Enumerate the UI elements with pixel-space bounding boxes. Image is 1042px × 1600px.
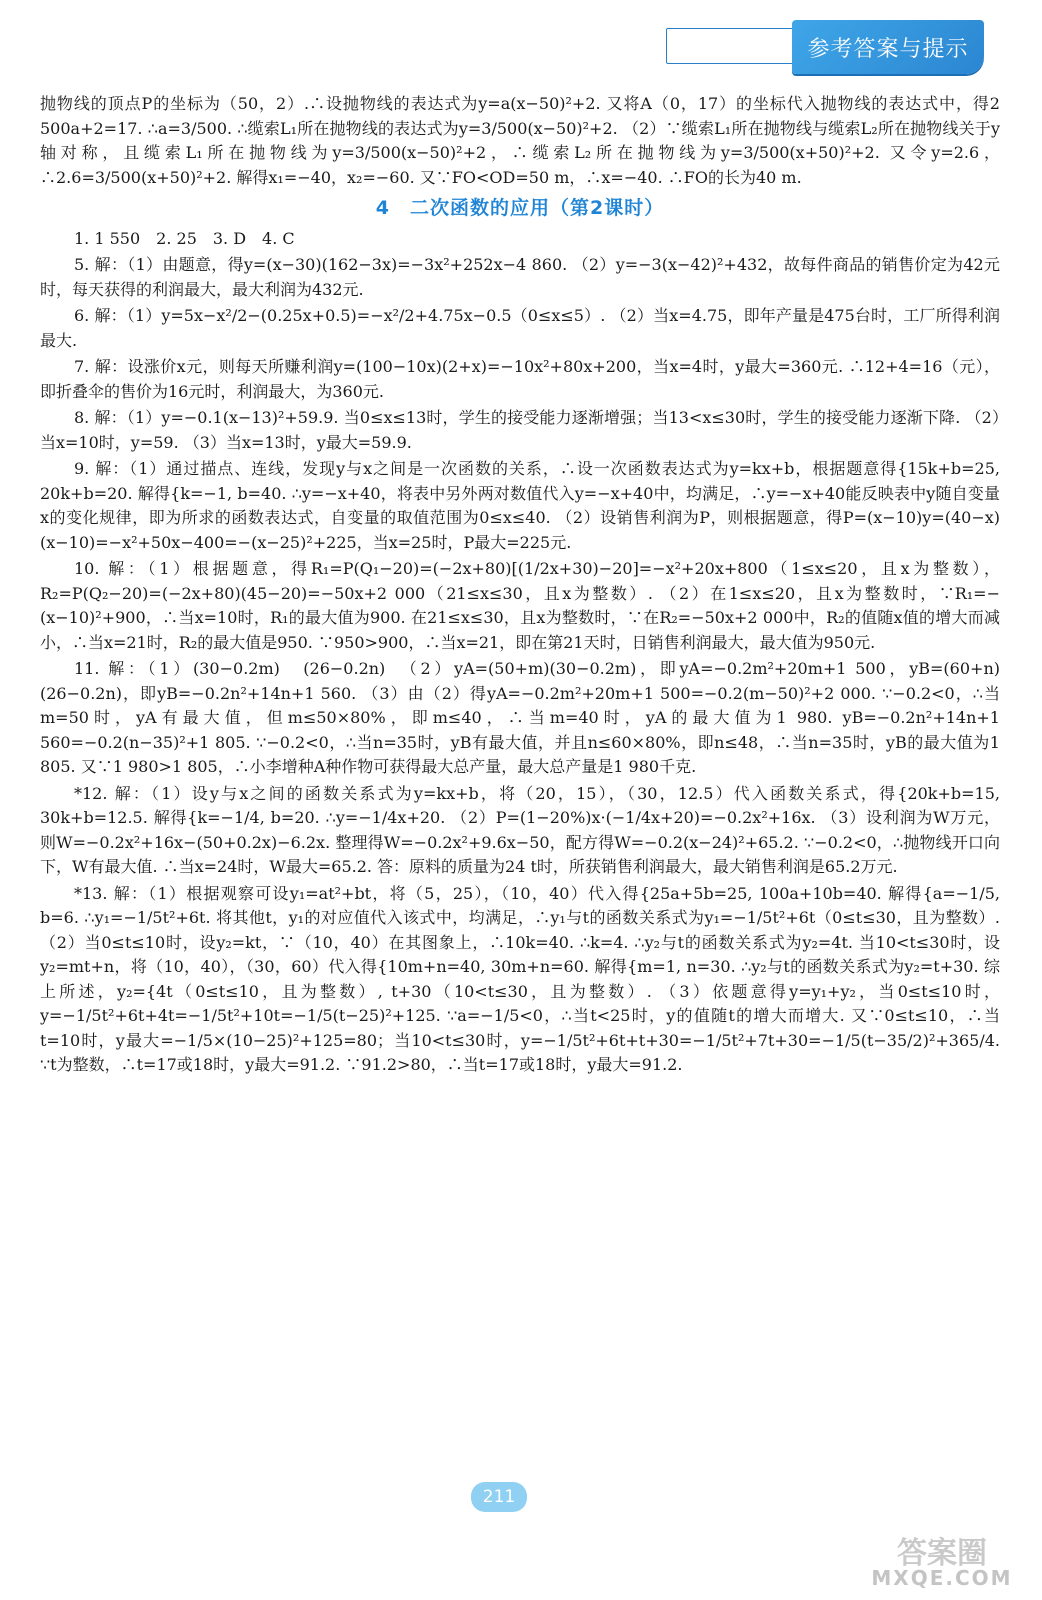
watermark-main: 答案圈 (897, 1536, 987, 1571)
paragraph-intro: 抛物线的顶点P的坐标为（50，2）.∴设抛物线的表达式为y=a(x−50)²+2. 又将A（0，17）的坐标代入抛物线的表达式中，得2 500a+2=17. ∴a=3/500. ∴缆索L₁所在抛物线的表达式为y=3/500(x−50)²+2. （2）∵缆索L₁所在抛物线与缆索L₂所在抛物线关于y轴对称，且缆索L₁所在抛物线为y=3/500(x−50)²+2，∴缆索L₂所在抛物线为y=3/500(x+50)²+2. 又令y=2.6，∴2.6=3/500(x+50)²+2. 解得x₁=−40，x₂=−60. 又∵FO<OD=50 m，∴x=−40. ∴FO的长为40 m. (40, 94, 1000, 187)
watermark-sub: MXQE.COM (871, 1566, 1013, 1590)
answer-6: 6. 解：（1）y=5x−x²/2−(0.25x+0.5)=−x²/2+4.75x−0.5（0≤x≤5）. （2）当x=4.75，即年产量是475台时，工厂所得利润最大. (40, 306, 1000, 350)
answer-content (40, 92, 1000, 1080)
answer-11: 11. 解：（1）(30−0.2m) (26−0.2n) （2）yA=(50+m)(30−0.2m)，即yA=−0.2m²+20m+1 500，yB=(60+n)(26−0.2n)，即yB=−0.2n²+14n+1 560. （3）由（2）得yA=−0.2m²+20m+1 500=−0.2(m−50)²+2 000. ∵−0.2<0，∴当m=50时，yA有最大值，但m≤50×80%，即m≤40，∴当m=40时，yA的最大值为1 980. yB=−0.2n²+14n+1 560=−0.2(n−35)²+1 805. ∵−0.2<0，∴当n=35时，yB有最大值，并且n≤60×80%，即n≤48，∴当n=35时，yB的最大值为1 805. 又∵1 980>1 805，∴小李增种A种作物可获得最大总产量，最大总产量是1 980千克. (40, 659, 1000, 776)
answer-13: *13. 解：（1）根据观察可设y₁=at²+bt，将（5，25），（10，40）代入得{25a+5b=25, 100a+10b=40. 解得{a=−1/5, b=6. ∴y₁=−1/5t²+6t. 将其他t，y₁的对应值代入该式中，均满足，∴y₁与t的函数关系式为y₁=−1/5t²+6t（0≤t≤30，且为整数）. （2）当0≤t≤10时，设y₂=kt，∵（10，40）在其图象上，∴10k=40. ∴k=4. ∴y₂与t的函数关系式为y₂=4t. 当10<t≤30时，设y₂=mt+n，将（10，40），（30，60）代入得{10m+n=40, 30m+n=60. 解得{m=1, n=30. ∴y₂与t的函数关系式为y₂=t+30. 综上所述，y₂={4t（0≤t≤10，且为整数）, t+30（10<t≤30，且为整数）. （3）依题意得y=y₁+y₂，当0≤t≤10时，y=−1/5t²+6t+4t=−1/5t²+10t=−1/5(t−25)²+125. ∵a=−1/5<0，∴当t<25时，y的值随t的增大而增大. 又∵0≤t≤10，∴当t=10时，y最大=−1/5×(10−25)²+125=80；当10<t≤30时，y=−1/5t²+6t+t+30=−1/5t²+7t+30=−1/5(t−35/2)²+365/4. ∵t为整数，∴t=17或18时，y最大=91.2. ∵91.2>80，∴当t=17或18时，y最大=91.2. (40, 883, 1000, 1074)
header-tab (792, 20, 984, 74)
answer-7: 7. 解：设涨价x元，则每天所赚利润y=(100−10x)(2+x)=−10x²+80x+200，当x=4时，y最大=360元. ∴12+4=16（元），即折叠伞的售价为16元时，利润最大，为360元. (40, 357, 1000, 401)
page-number: 211 (471, 1482, 527, 1512)
header-box (666, 28, 796, 64)
answer-8: 8. 解：（1）y=−0.1(x−13)²+59.9. 当0≤x≤13时，学生的接受能力逐渐增强；当13<x≤30时，学生的接受能力逐渐下降. （2）当x=10时，y=59. （3）当x=13时，y最大=59.9. (40, 408, 1000, 452)
answer-12: *12. 解：（1）设y与x之间的函数关系式为y=kx+b，将（20，15），（30，12.5）代入函数关系式，得{20k+b=15, 30k+b=12.5. 解得{k=−1/4, b=20. ∴y=−1/4x+20. （2）P=(1−20%)x·(−1/4x+20)=−0.2x²+16x. （3）设利润为W万元，则W=−0.2x²+16x−(50+0.2x)−6.2x. 整理得W=−0.2x²+9.6x−50，配方得W=−0.2(x−24)²+65.2. ∵−0.2<0，∴抛物线开口向下，W有最大值. ∴当x=24时，W最大=65.2. 答：原料的质量为24 t时，所获销售利润最大，最大销售利润是65.2万元. (40, 783, 1000, 876)
header-label: 参考答案与提示 (807, 37, 969, 62)
answers-1-4: 1. 1 550 2. 25 3. D 4. C (74, 228, 295, 248)
answer-5: 5. 解：（1）由题意，得y=(x−30)(162−3x)=−3x²+252x−4 860. （2）y=−3(x−42)²+432，故每件商品的销售价定为42元时，每天获得的利润最大，最大利润为432元. (40, 255, 1000, 299)
answer-10: 10. 解：（1）根据题意，得R₁=P(Q₁−20)=(−2x+80)[(1/2x+30)−20]=−x²+20x+800（1≤x≤20，且x为整数），R₂=P(Q₂−20)=(−2x+80)(45−20)=−50x+2 000（21≤x≤30，且x为整数）. （2）在1≤x≤20，且x为整数时，∵R₁=−(x−10)²+900，∴当x=10时，R₁的最大值为900. 在21≤x≤30，且x为整数时，∵在R₂=−50x+2 000中，R₂的值随x值的增大而减小，∴当x=21时，R₂的最大值是950. ∵950>900，∴当x=21，即在第21天时，日销售利润最大，最大值为950元. (40, 559, 1000, 652)
watermark-logo (852, 1528, 1032, 1592)
section-title: 4 二次函数的应用（第2课时） (375, 197, 665, 219)
answer-9: 9. 解：（1）通过描点、连线，发现y与x之间是一次函数的关系，∴设一次函数表达式为y=kx+b，根据题意得{15k+b=25, 20k+b=20. 解得{k=−1, b=40. ∴y=−x+40，将表中另外两对数值代入y=−x+40中，均满足，∴y=−x+40能反映表中y随自变量x的变化规律，即为所求的函数表达式，自变量的取值范围为0≤x≤40. （2）设销售利润为P，则根据题意，得P=(x−10)y=(40−x)(x−10)=−x²+50x−400=−(x−25)²+225，当x=25时，P最大=225元. (40, 459, 1000, 552)
